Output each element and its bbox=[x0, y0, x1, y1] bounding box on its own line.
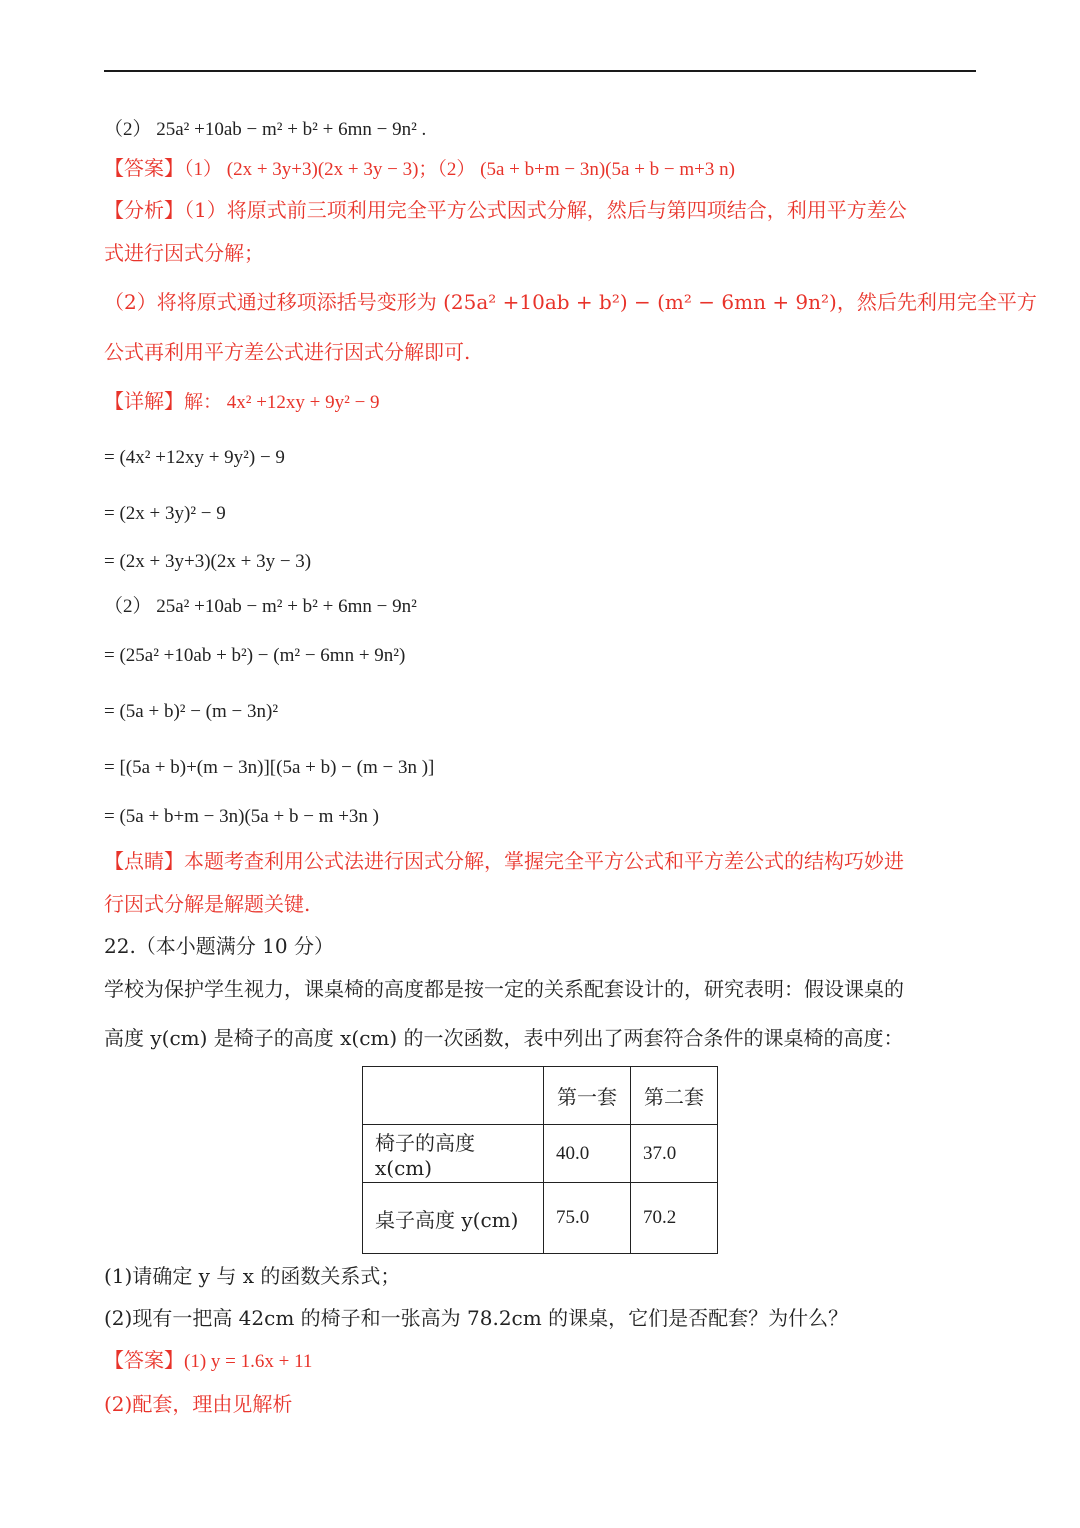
sub-question-1 bbox=[104, 1262, 400, 1290]
step-3 bbox=[104, 548, 311, 576]
step-6-text: = (5a + b)² − (m − 3n)² bbox=[104, 701, 279, 722]
analysis-line-4 bbox=[104, 338, 470, 366]
table-corner-cell bbox=[363, 1067, 544, 1125]
answer-line bbox=[104, 154, 735, 184]
analysis-line-1 bbox=[104, 196, 907, 224]
answer-22-text-2: (2)配套，理由见解析 bbox=[104, 1392, 293, 1416]
remark-line-2 bbox=[104, 890, 310, 918]
table-header-set-2: 第二套 bbox=[631, 1067, 718, 1125]
desk-height-set-2: 70.2 bbox=[631, 1183, 718, 1254]
remark-line-1 bbox=[104, 847, 904, 875]
sub-question-2 bbox=[104, 1304, 848, 1332]
expression-text: （2） 25a² +10ab − m² + b² + 6mn − 9n² . bbox=[104, 119, 427, 140]
chair-height-set-2: 37.0 bbox=[631, 1125, 718, 1183]
step-6 bbox=[104, 698, 278, 726]
analysis-text-3: （2）将将原式通过移项添括号变形为 (25a² +10ab + b²) − (m² − 6mn + 9n²)，然后先利用完全平方 bbox=[104, 290, 1037, 314]
step-1 bbox=[104, 444, 285, 472]
analysis-text-4: 公式再利用平方差公式进行因式分解即可. bbox=[104, 340, 471, 364]
answer-22-text: (1) y = 1.6x + 11 bbox=[184, 1351, 313, 1372]
analysis-text-1: （1）将原式前三项利用完全平方公式因式分解，然后与第四项结合，利用平方差公 bbox=[184, 198, 907, 222]
chair-height-set-1: 40.0 bbox=[544, 1125, 631, 1183]
question-22-heading bbox=[104, 932, 334, 960]
step-2 bbox=[104, 500, 226, 528]
question-number: 22.（本小题满分 10 分） bbox=[104, 934, 334, 958]
answer-text: （1） (2x + 3y+3)(2x + 3y − 3)；（2） (5a + b+m − 3n)(5a + b − m+3 n) bbox=[184, 159, 735, 180]
step-7-text: = [(5a + b)+(m − 3n)][(5a + b) − (m − 3n )] bbox=[104, 757, 435, 778]
table-header-set-1: 第一套 bbox=[544, 1067, 631, 1125]
height-table bbox=[362, 1066, 718, 1254]
remark-tag: 【点睛】 bbox=[104, 849, 184, 873]
detail-line bbox=[104, 387, 380, 417]
answer-tag: 【答案】 bbox=[104, 156, 184, 180]
table-header-row bbox=[363, 1067, 718, 1125]
problem-2-expression bbox=[104, 114, 426, 144]
row-label-chair: 椅子的高度 x(cm) bbox=[363, 1125, 544, 1183]
answer-22-line-2 bbox=[104, 1390, 292, 1418]
analysis-text-2: 式进行因式分解； bbox=[104, 241, 264, 265]
step-5 bbox=[104, 642, 405, 670]
step-5-text: = (25a² +10ab + b²) − (m² − 6mn + 9n²) bbox=[104, 645, 406, 666]
analysis-line-2 bbox=[104, 239, 264, 267]
desk-height-set-1: 75.0 bbox=[544, 1183, 631, 1254]
remark-text-2: 行因式分解是解题关键. bbox=[104, 892, 311, 916]
step-1-text: = (4x² +12xy + 9y²) − 9 bbox=[104, 447, 285, 468]
step-3-text: = (2x + 3y+3)(2x + 3y − 3) bbox=[104, 551, 312, 572]
question-text-2: 高度 y(cm) 是椅子的高度 x(cm) 的一次函数，表中列出了两套符合条件的课桌椅的高度： bbox=[104, 1026, 904, 1050]
sub-question-1-text: (1)请确定 y 与 x 的函数关系式； bbox=[104, 1264, 401, 1288]
remark-text-1: 本题考查利用公式法进行因式分解，掌握完全平方公式和平方差公式的结构巧妙进 bbox=[184, 849, 904, 873]
detail-text: 解： 4x² +12xy + 9y² − 9 bbox=[184, 392, 380, 413]
table-row bbox=[363, 1125, 718, 1183]
step-4-text: （2） 25a² +10ab − m² + b² + 6mn − 9n² bbox=[104, 596, 417, 617]
answer-22-tag: 【答案】 bbox=[104, 1348, 184, 1372]
row-label-desk: 桌子高度 y(cm) bbox=[363, 1183, 544, 1254]
question-22-text-1 bbox=[104, 975, 904, 1003]
step-2-text: = (2x + 3y)² − 9 bbox=[104, 503, 226, 524]
step-8 bbox=[104, 803, 379, 831]
question-text-1: 学校为保护学生视力，课桌椅的高度都是按一定的关系配套设计的，研究表明：假设课桌的 bbox=[104, 977, 904, 1001]
analysis-line-3 bbox=[104, 288, 1037, 316]
step-8-text: = (5a + b+m − 3n)(5a + b − m +3n ) bbox=[104, 806, 379, 827]
table-row bbox=[363, 1183, 718, 1254]
analysis-tag: 【分析】 bbox=[104, 198, 184, 222]
answer-22-line bbox=[104, 1346, 312, 1376]
header-rule bbox=[104, 70, 976, 72]
step-4 bbox=[104, 593, 417, 621]
step-7 bbox=[104, 754, 434, 782]
sub-question-2-text: (2)现有一把高 42cm 的椅子和一张高为 78.2cm 的课桌，它们是否配套？为什么？ bbox=[104, 1306, 849, 1330]
question-22-text-2 bbox=[104, 1024, 904, 1052]
detail-tag: 【详解】 bbox=[104, 389, 184, 413]
